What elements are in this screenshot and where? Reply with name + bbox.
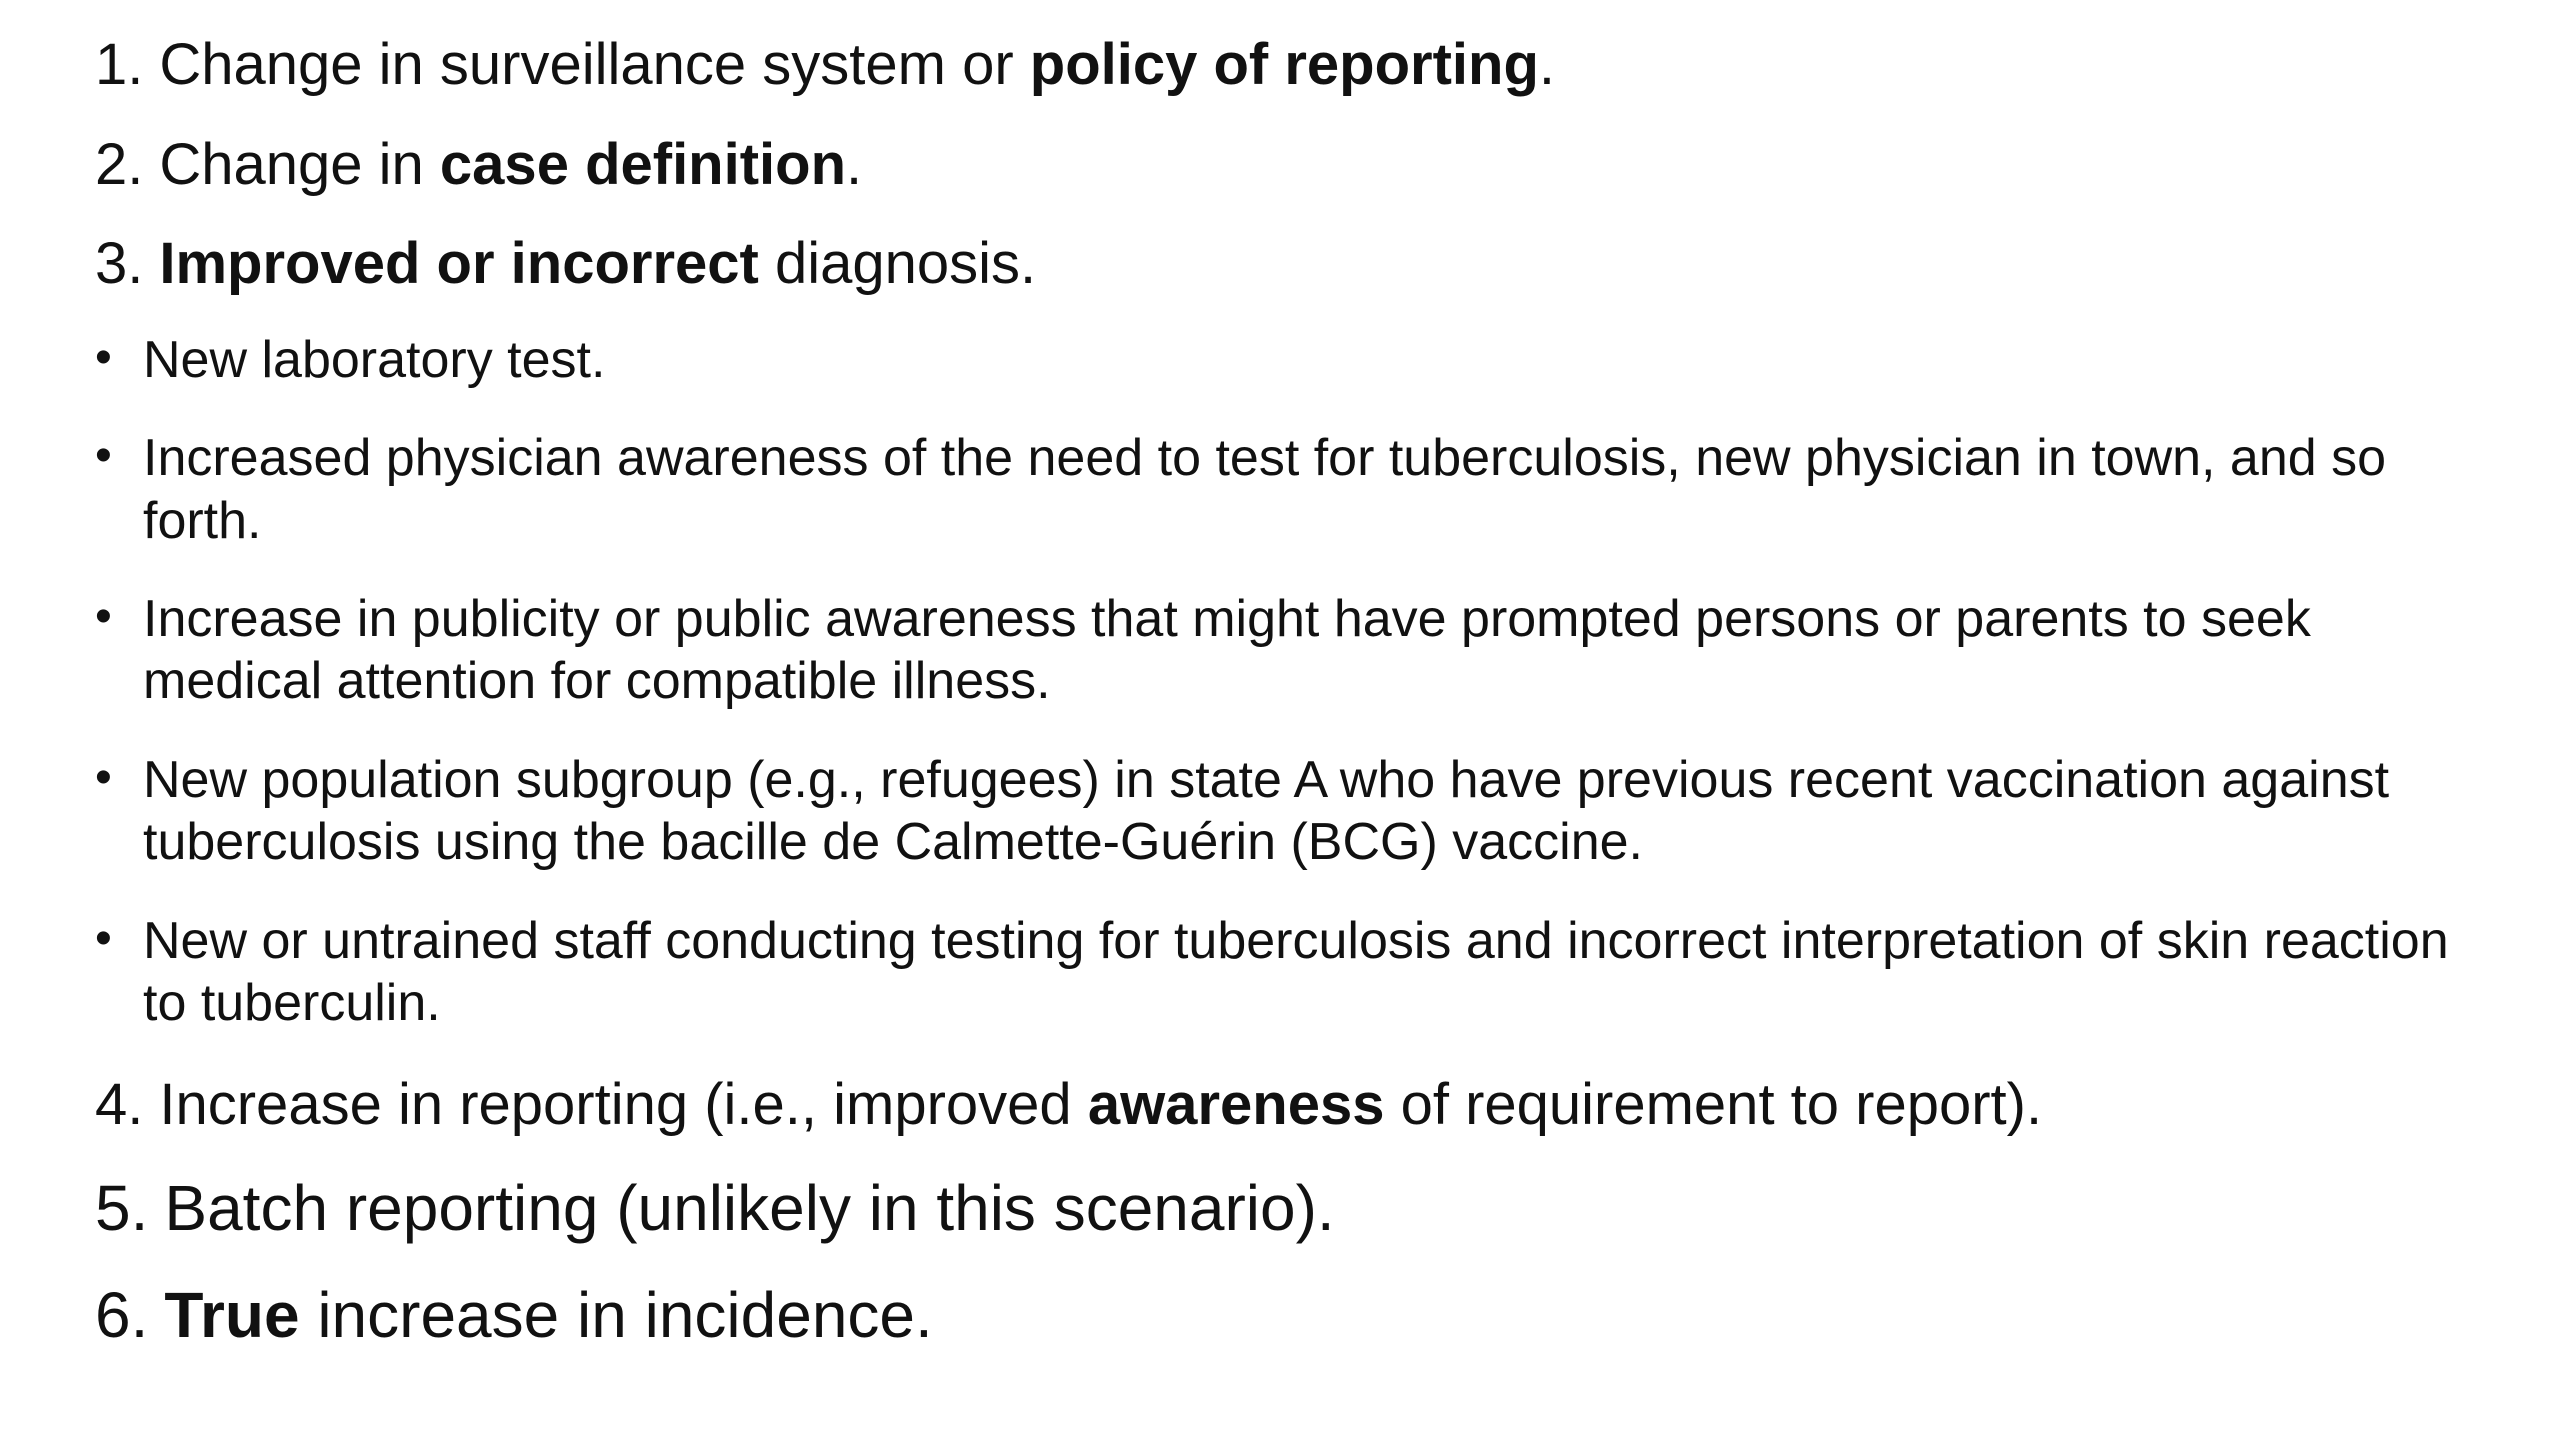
list-item-6	[95, 1277, 2480, 1354]
item-number: 6.	[95, 1278, 149, 1351]
emphasis: case definition	[439, 131, 847, 197]
bullet-icon: •	[95, 911, 112, 965]
item-text: Increase in publicity or public awareness that might have prompted persons or parents to seek medical attention for compatible illness.	[143, 589, 2311, 711]
item-text: New laboratory test.	[143, 330, 606, 389]
item-text: Change in surveillance system or policy of reporting.	[159, 32, 1556, 97]
list-item-3	[95, 229, 2480, 299]
sub-bullet-1	[95, 329, 2480, 391]
list-item-2	[95, 130, 2480, 200]
emphasis: awareness	[1087, 1072, 1385, 1138]
bullet-icon: •	[95, 750, 112, 804]
emphasis: Improved or incorrect	[159, 231, 759, 297]
item-text: Increase in reporting (i.e., improved awareness of requirement to report).	[159, 1072, 2043, 1138]
item-number: 4.	[95, 1072, 144, 1138]
item-number: 1.	[95, 32, 144, 97]
item-number: 2.	[95, 131, 144, 197]
list-item-4	[95, 1070, 2480, 1140]
sub-bullet-3	[95, 588, 2480, 713]
sub-bullet-5	[95, 910, 2480, 1035]
item-text: New population subgroup (e.g., refugees) in state A who have previous recent vaccination against tuberculosis using the bacille de Calmette-Guérin (BCG) vaccine.	[143, 750, 2390, 872]
emphasis: policy of reporting	[1029, 32, 1539, 97]
list-item-1	[95, 30, 2480, 100]
sub-bullet-4	[95, 749, 2480, 874]
item-number: 3.	[95, 231, 144, 297]
emphasis: True	[164, 1278, 300, 1351]
sub-bullet-2	[95, 427, 2480, 552]
item-number: 5.	[95, 1171, 149, 1244]
item-text: Increased physician awareness of the need to test for tuberculosis, new physician in town, and so forth.	[143, 429, 2387, 550]
item-text: Batch reporting (unlikely in this scenario).	[164, 1171, 1335, 1244]
bullet-icon: •	[95, 330, 112, 384]
causes-list	[95, 30, 2480, 1353]
bullet-icon: •	[95, 429, 112, 483]
item-text: Change in case definition.	[159, 131, 863, 197]
list-item-5	[95, 1170, 2480, 1247]
item-text: True increase in incidence.	[164, 1278, 933, 1351]
item-text: Improved or incorrect diagnosis.	[159, 231, 1037, 297]
item-text: New or untrained staff conducting testing for tuberculosis and incorrect interpretation of skin reaction to tuberculin.	[143, 911, 2449, 1032]
bullet-icon: •	[95, 589, 112, 643]
